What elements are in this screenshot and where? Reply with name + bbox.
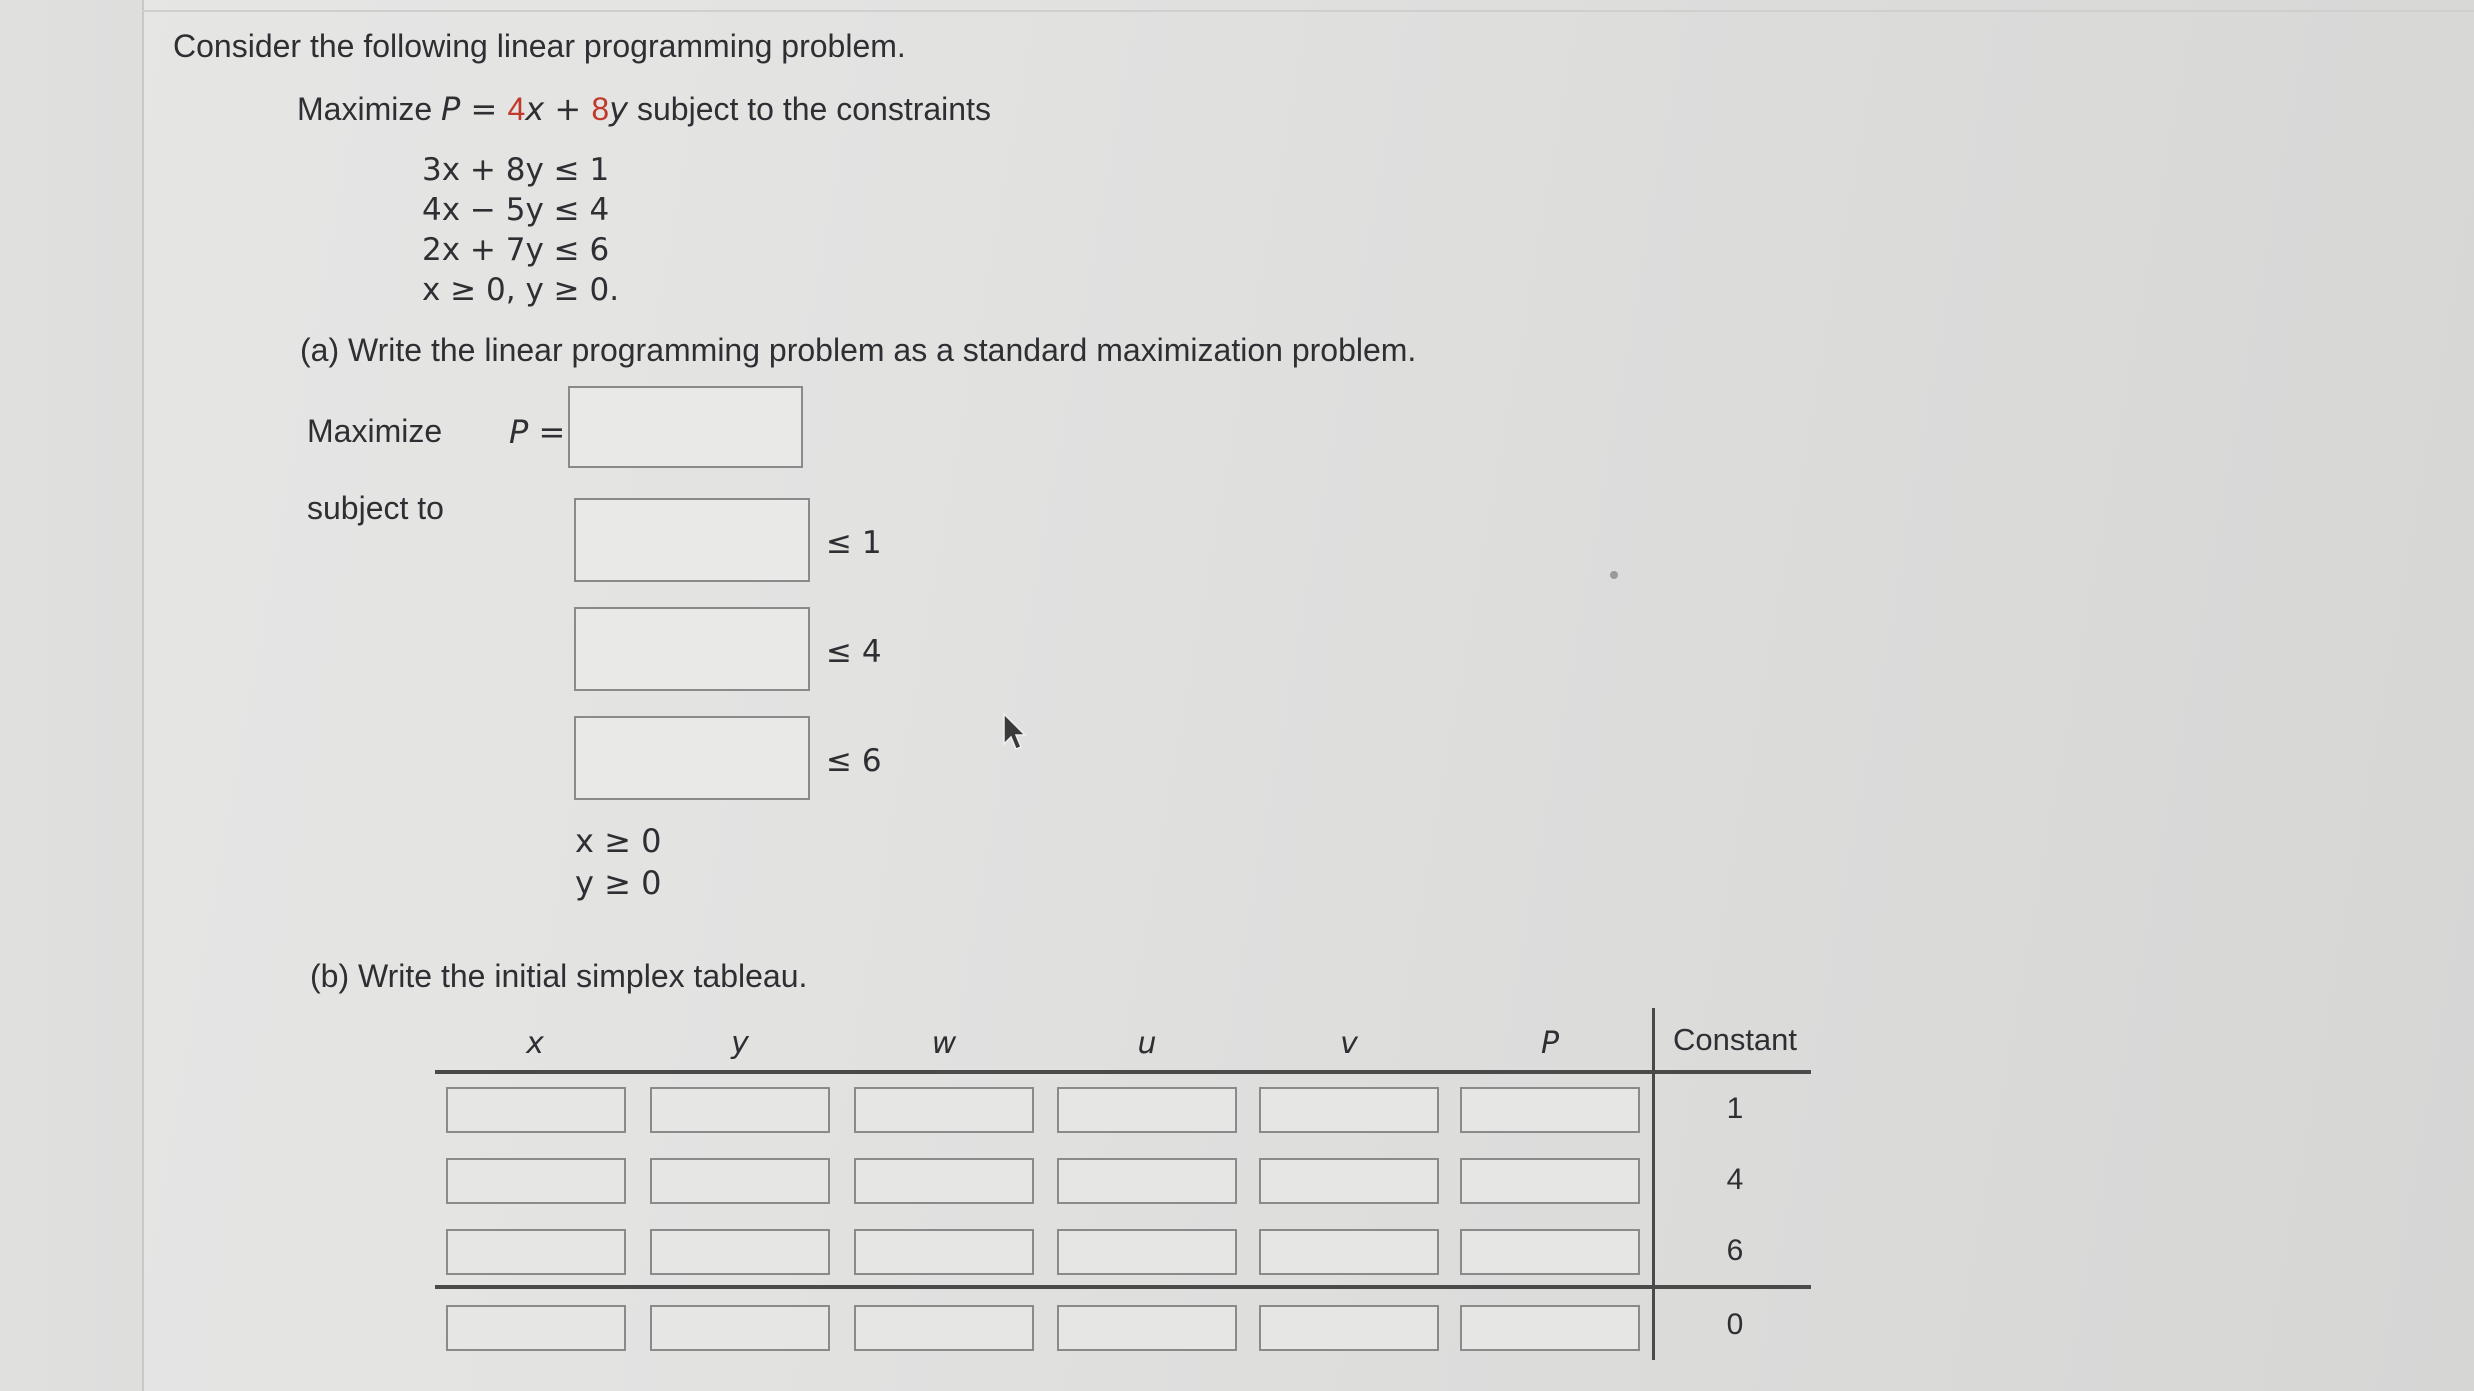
tableau-cell-r4-v[interactable] [1259, 1305, 1439, 1351]
tableau-cell-r1-u[interactable] [1057, 1087, 1237, 1133]
tableau-header-w: w [931, 1026, 957, 1061]
constraint-list [422, 150, 619, 310]
tableau-cell-r2-x[interactable] [446, 1158, 626, 1204]
tableau-header-y: y [731, 1026, 749, 1061]
objective-var-x: x [525, 90, 545, 128]
objective-plus: + [544, 90, 592, 128]
tableau-header-v: v [1340, 1026, 1358, 1061]
left-margin-strip [0, 0, 144, 1391]
nonneg-y: y ≥ 0 [575, 864, 662, 902]
tableau-constant-2: 4 [1726, 1163, 1744, 1196]
tableau-cell-r3-w[interactable] [854, 1229, 1034, 1275]
tableau-cell-r1-y[interactable] [650, 1087, 830, 1133]
tableau-header-rule [435, 1070, 1811, 1074]
constraint-input-1[interactable] [574, 498, 810, 582]
tableau-cell-r1-v[interactable] [1259, 1087, 1439, 1133]
problem-intro: Consider the following linear programming problem. [173, 28, 906, 64]
tableau-cell-r3-u[interactable] [1057, 1229, 1237, 1275]
tableau-cell-r2-w[interactable] [854, 1158, 1034, 1204]
objective-eq: = [460, 90, 508, 128]
tableau-header-p: P [1540, 1026, 1560, 1061]
tableau-cell-r3-y[interactable] [650, 1229, 830, 1275]
objective-var-y: y [609, 90, 629, 128]
maximize-label: Maximize [307, 413, 443, 449]
mouse-pointer-icon [1002, 712, 1028, 752]
constraint-nonneg: x ≥ 0, y ≥ 0. [422, 272, 620, 308]
constraint-rhs-2: ≤ 4 [826, 634, 882, 670]
tableau-objective-rule [435, 1285, 1811, 1289]
constraint-2: 4x − 5y ≤ 4 [422, 192, 610, 228]
objective-coef-y: 8 [591, 91, 610, 127]
top-divider [142, 10, 2474, 12]
subject-to-label: subject to [307, 490, 444, 526]
tableau-cell-r3-x[interactable] [446, 1229, 626, 1275]
nonneg-x: x ≥ 0 [575, 822, 662, 860]
tableau-cell-r4-u[interactable] [1057, 1305, 1237, 1351]
objective-statement [297, 90, 991, 128]
tableau-constant-4: 0 [1726, 1308, 1744, 1341]
tableau-cell-r2-u[interactable] [1057, 1158, 1237, 1204]
tableau-cell-r3-p[interactable] [1460, 1229, 1640, 1275]
tableau-cell-r4-x[interactable] [446, 1305, 626, 1351]
tableau-cell-r1-w[interactable] [854, 1087, 1034, 1133]
objective-var: P [441, 90, 461, 128]
constraint-3: 2x + 7y ≤ 6 [422, 232, 610, 268]
tableau-constant-3: 6 [1726, 1234, 1744, 1267]
constraint-rhs-3: ≤ 6 [826, 743, 882, 779]
objective-suffix: subject to the constraints [628, 91, 991, 127]
tableau-cell-r3-v[interactable] [1259, 1229, 1439, 1275]
constraint-1: 3x + 8y ≤ 1 [422, 152, 610, 188]
tableau-cell-r4-p[interactable] [1460, 1305, 1640, 1351]
part-b-prompt: (b) Write the initial simplex tableau. [310, 958, 808, 994]
objective-prefix: Maximize [297, 91, 442, 127]
objective-coef-x: 4 [507, 91, 526, 127]
tableau-cell-r1-x[interactable] [446, 1087, 626, 1133]
objective-input[interactable] [568, 386, 803, 468]
tableau-cell-r1-p[interactable] [1460, 1087, 1640, 1133]
tableau-cell-r4-w[interactable] [854, 1305, 1034, 1351]
part-a-prompt: (a) Write the linear programming problem as a standard maximization problem. [300, 332, 1417, 368]
tableau-cell-r2-v[interactable] [1259, 1158, 1439, 1204]
tableau-header-u: u [1137, 1026, 1157, 1061]
screen-speck [1610, 571, 1618, 579]
p-equals-label: P = [509, 413, 566, 451]
tableau-cell-r2-p[interactable] [1460, 1158, 1640, 1204]
tableau-constant-1: 1 [1726, 1092, 1744, 1125]
tableau-header-constant: Constant [1672, 1022, 1798, 1057]
constraint-input-3[interactable] [574, 716, 810, 800]
constraint-rhs-1: ≤ 1 [826, 525, 882, 561]
tableau-cell-r2-y[interactable] [650, 1158, 830, 1204]
tableau-header-x: x [526, 1026, 544, 1061]
tableau-cell-r4-y[interactable] [650, 1305, 830, 1351]
constraint-input-2[interactable] [574, 607, 810, 691]
